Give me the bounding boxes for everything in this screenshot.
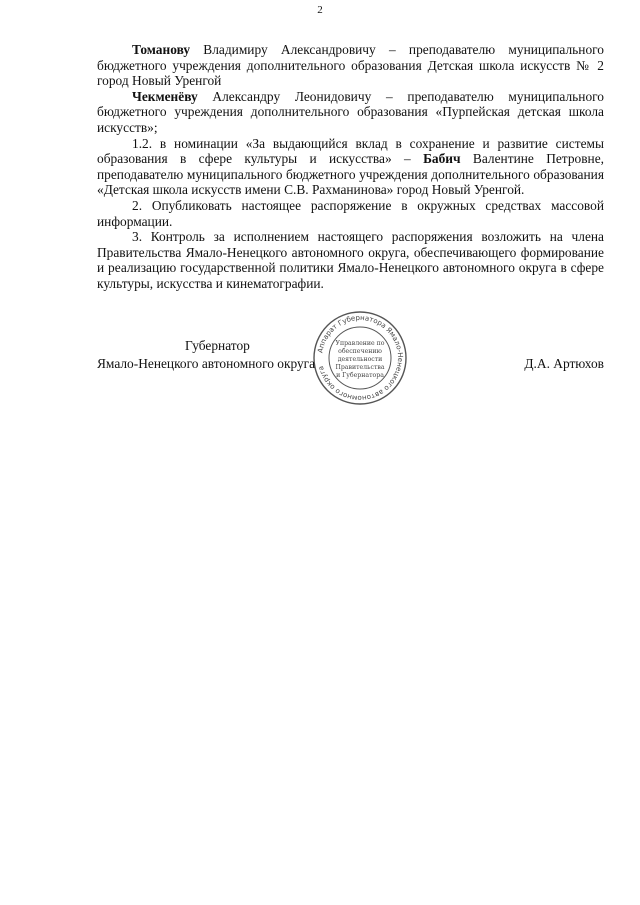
paragraph-item-3: 3. Контроль за исполнением настоящего распоряжения возложить на члена Правительства Ямало-Ненецкого автономного округа, обеспечивающего формирование и реализацию государственной политики Ямало-Ненецкого автономного округа в сфере культуры, искусства и кинематографии.	[97, 229, 604, 291]
seal-center-line: деятельности	[337, 356, 383, 363]
awardee-surname: Чекменёву	[132, 88, 198, 104]
paragraph-text: Валентине Петровне, преподавателю муниципального бюджетного учреждения дополнительного образования «Детская школа искусств имени С.В. Рахманинова» город Новый Уренгой.	[97, 151, 604, 198]
paragraph-nomination-1-2	[97, 136, 604, 198]
seal-center-line: обеспечению	[338, 348, 382, 355]
paragraph-text: Александру Леонидовичу – преподавателю муниципального бюджетного учреждения дополнительного образования «Пурпейская детская школа искусств»;	[97, 88, 604, 135]
paragraph-tomanov	[97, 42, 604, 89]
signatory-name: Д.А. Артюхов	[524, 356, 604, 371]
seal-ring-text: Аппарат Губернатора Ямало-Ненецкого автономного округа	[316, 313, 405, 403]
awardee-surname: Томанову	[132, 42, 191, 57]
document-body	[97, 42, 604, 292]
paragraph-item-2: 2. Опубликовать настоящее распоряжение в окружных средствах массовой информации.	[97, 197, 604, 229]
page-number: 2	[317, 4, 323, 16]
paragraph-chekmenev	[97, 89, 604, 136]
paragraph-text: 1.2. в номинации «За выдающийся вклад в сохранение и развитие системы образования в сфере культуры и искусства» –	[97, 135, 604, 167]
awardee-surname: Бабич	[423, 151, 461, 167]
paragraph-text: Владимиру Александровичу – преподавателю муниципального бюджетного учреждения дополнительного образования Детская школа искусств № 2 город Новый Уренгой	[97, 42, 604, 89]
signatory-title: Губернатор	[185, 338, 250, 353]
seal-center-line: Правительства	[335, 364, 385, 371]
seal-center-line: Управление по	[335, 340, 385, 347]
signatory-region: Ямало-Ненецкого автономного округа	[97, 356, 316, 371]
seal-center-line: и Губернатора	[336, 372, 384, 379]
official-seal-stamp	[312, 310, 408, 406]
